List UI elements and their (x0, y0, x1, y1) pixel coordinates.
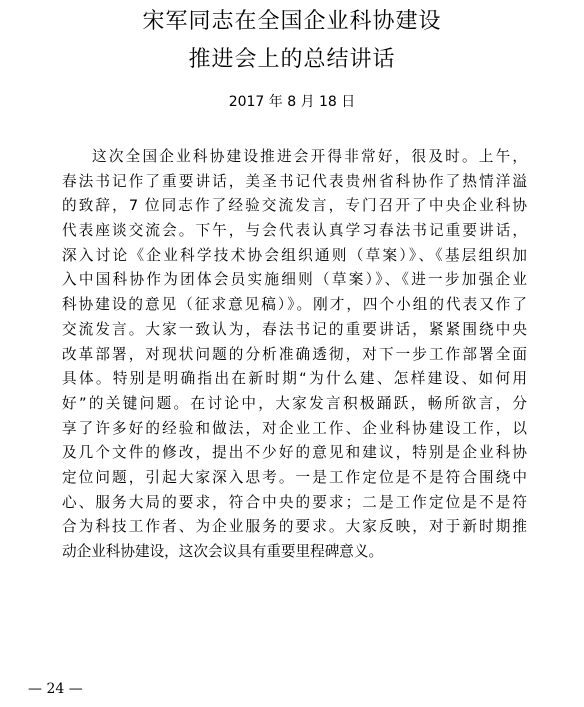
body-line-last: 动企业科协建设，这次会议具有重要里程碑意义。 (62, 543, 384, 560)
page-number: — 24 — (28, 681, 83, 697)
page-title-line-1: 宋军同志在全国企业科协建设 (142, 9, 442, 34)
body-line: 这次全国企业科协建设推进会开得非常好，很及时。上午， (92, 148, 527, 165)
page-title-line-2: 推进会上的总结讲话 (188, 47, 396, 72)
body-line: 好”的关键问题。在讨论中，大家发言积极踊跃，畅所欲言，分 (62, 394, 527, 412)
body-line: 深入讨论《企业科学技术协会组织通则（草案）》、《基层组织加 (62, 246, 527, 264)
body-line: 享了许多好的经验和做法，对企业工作、企业科协建设工作，以 (62, 419, 527, 437)
body-line: 入中国科协作为团体会员实施细则（草案）》、《进一步加强企业 (62, 271, 527, 289)
body-line: 交流发言。大家一致认为，春法书记的重要讲话，紧紧围绕中央 (62, 320, 527, 338)
body-line: 具体。特别是明确指出在新时期“为什么建、怎样建设、如何用 (62, 370, 527, 388)
body-line: 代表座谈交流会。下午，与会代表认真学习春法书记重要讲话， (62, 222, 527, 240)
body-line: 合为科技工作者、为企业服务的要求。大家反映，对于新时期推 (62, 518, 527, 536)
speech-date: 2017 年 8 月 18 日 (228, 94, 356, 110)
body-line: 改革部署，对现状问题的分析准确透彻，对下一步工作部署全面 (62, 345, 527, 363)
body-line: 科协建设的意见（征求意见稿）》。刚才，四个小组的代表又作了 (62, 296, 527, 314)
body-line: 心、服务大局的要求，符合中央的要求；二是工作定位是不是符 (62, 493, 527, 511)
body-line: 定位问题，引起大家深入思考。一是工作定位是不是符合围绕中 (62, 468, 527, 486)
body-paragraph (62, 145, 527, 565)
body-line: 春法书记作了重要讲话，美圣书记代表贵州省科协作了热情洋溢 (62, 172, 527, 190)
body-line: 的致辞，7 位同志作了经验交流发言，专门召开了中央企业科协 (62, 197, 527, 215)
body-line: 及几个文件的修改，提出不少好的意见和建议，特别是企业科协 (62, 444, 527, 462)
